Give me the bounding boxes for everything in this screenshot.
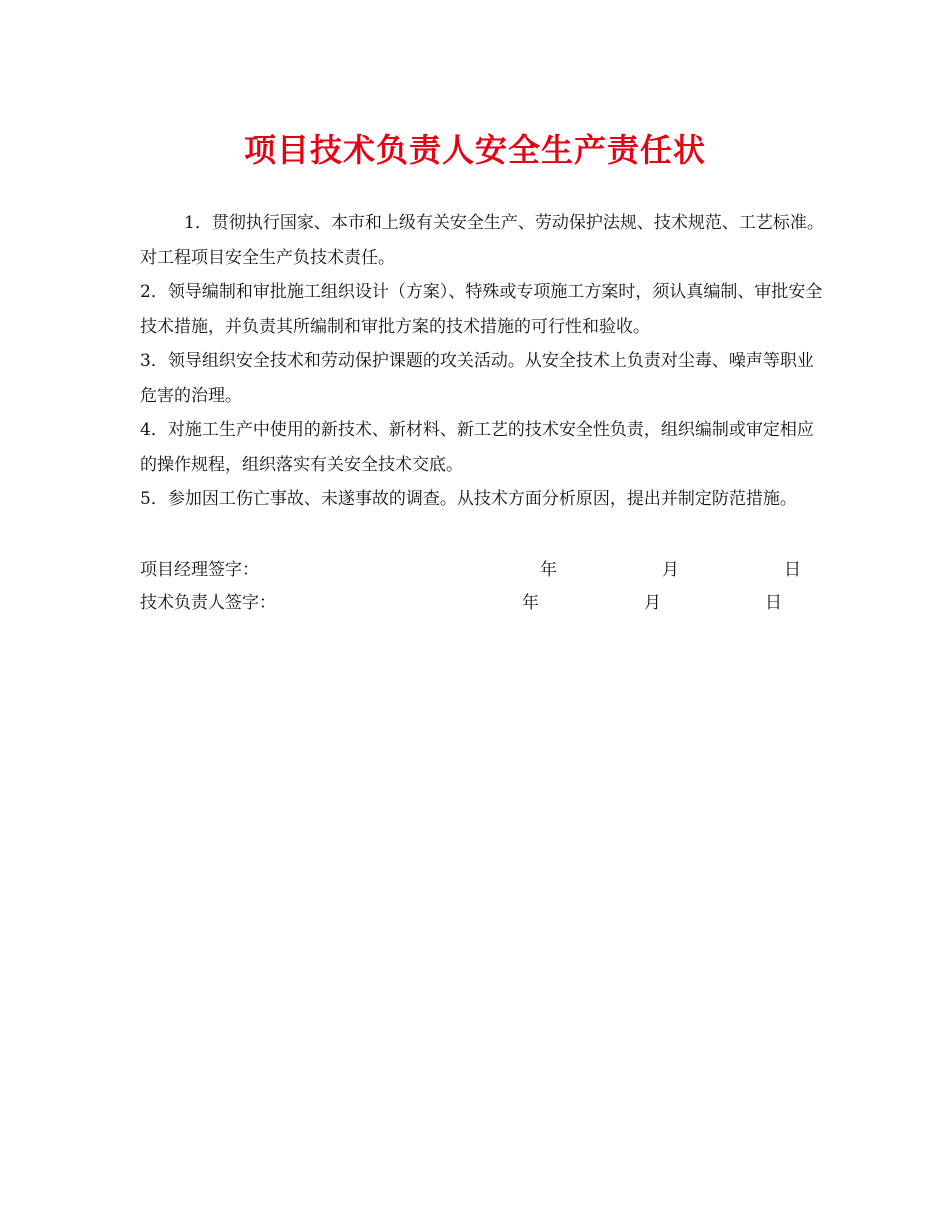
clause-5: 5．参加因工伤亡事故、未遂事故的调查。从技术方面分析原因，提出并制定防范措施。 <box>140 489 797 509</box>
clause-3: 3．领导组织安全技术和劳动保护课题的攻关活动。从安全技术上负责对尘毒、噪声等职业危害的治理。 <box>140 351 814 406</box>
document-body <box>140 206 830 517</box>
manager-signature-line <box>140 553 830 587</box>
tech-day-label: 日 <box>765 593 782 613</box>
manager-signature-label: 项目经理签字： <box>140 560 259 580</box>
manager-month-label: 月 <box>662 560 679 580</box>
document-title: 项目技术负责人安全生产责任状 <box>243 131 706 169</box>
clause-1: 1．贯彻执行国家、本市和上级有关安全生产、劳动保护法规、技术规范、工艺标准。对工程项目安全生产负技术责任。 <box>140 213 824 268</box>
tech-month-label: 月 <box>644 593 661 613</box>
tech-year-label: 年 <box>522 593 539 613</box>
manager-day-label: 日 <box>784 560 801 580</box>
tech-signature-label: 技术负责人签字： <box>140 593 276 613</box>
manager-year-label: 年 <box>540 560 557 580</box>
clause-2: 2．领导编制和审批施工组织设计（方案）、特殊或专项施工方案时，须认真编制、审批安全技术措施，并负责其所编制和审批方案的技术措施的可行性和验收。 <box>140 282 823 337</box>
clause-4: 4．对施工生产中使用的新技术、新材料、新工艺的技术安全性负责，组织编制或审定相应的操作规程，组织落实有关安全技术交底。 <box>140 420 814 475</box>
tech-signature-line <box>140 586 830 620</box>
